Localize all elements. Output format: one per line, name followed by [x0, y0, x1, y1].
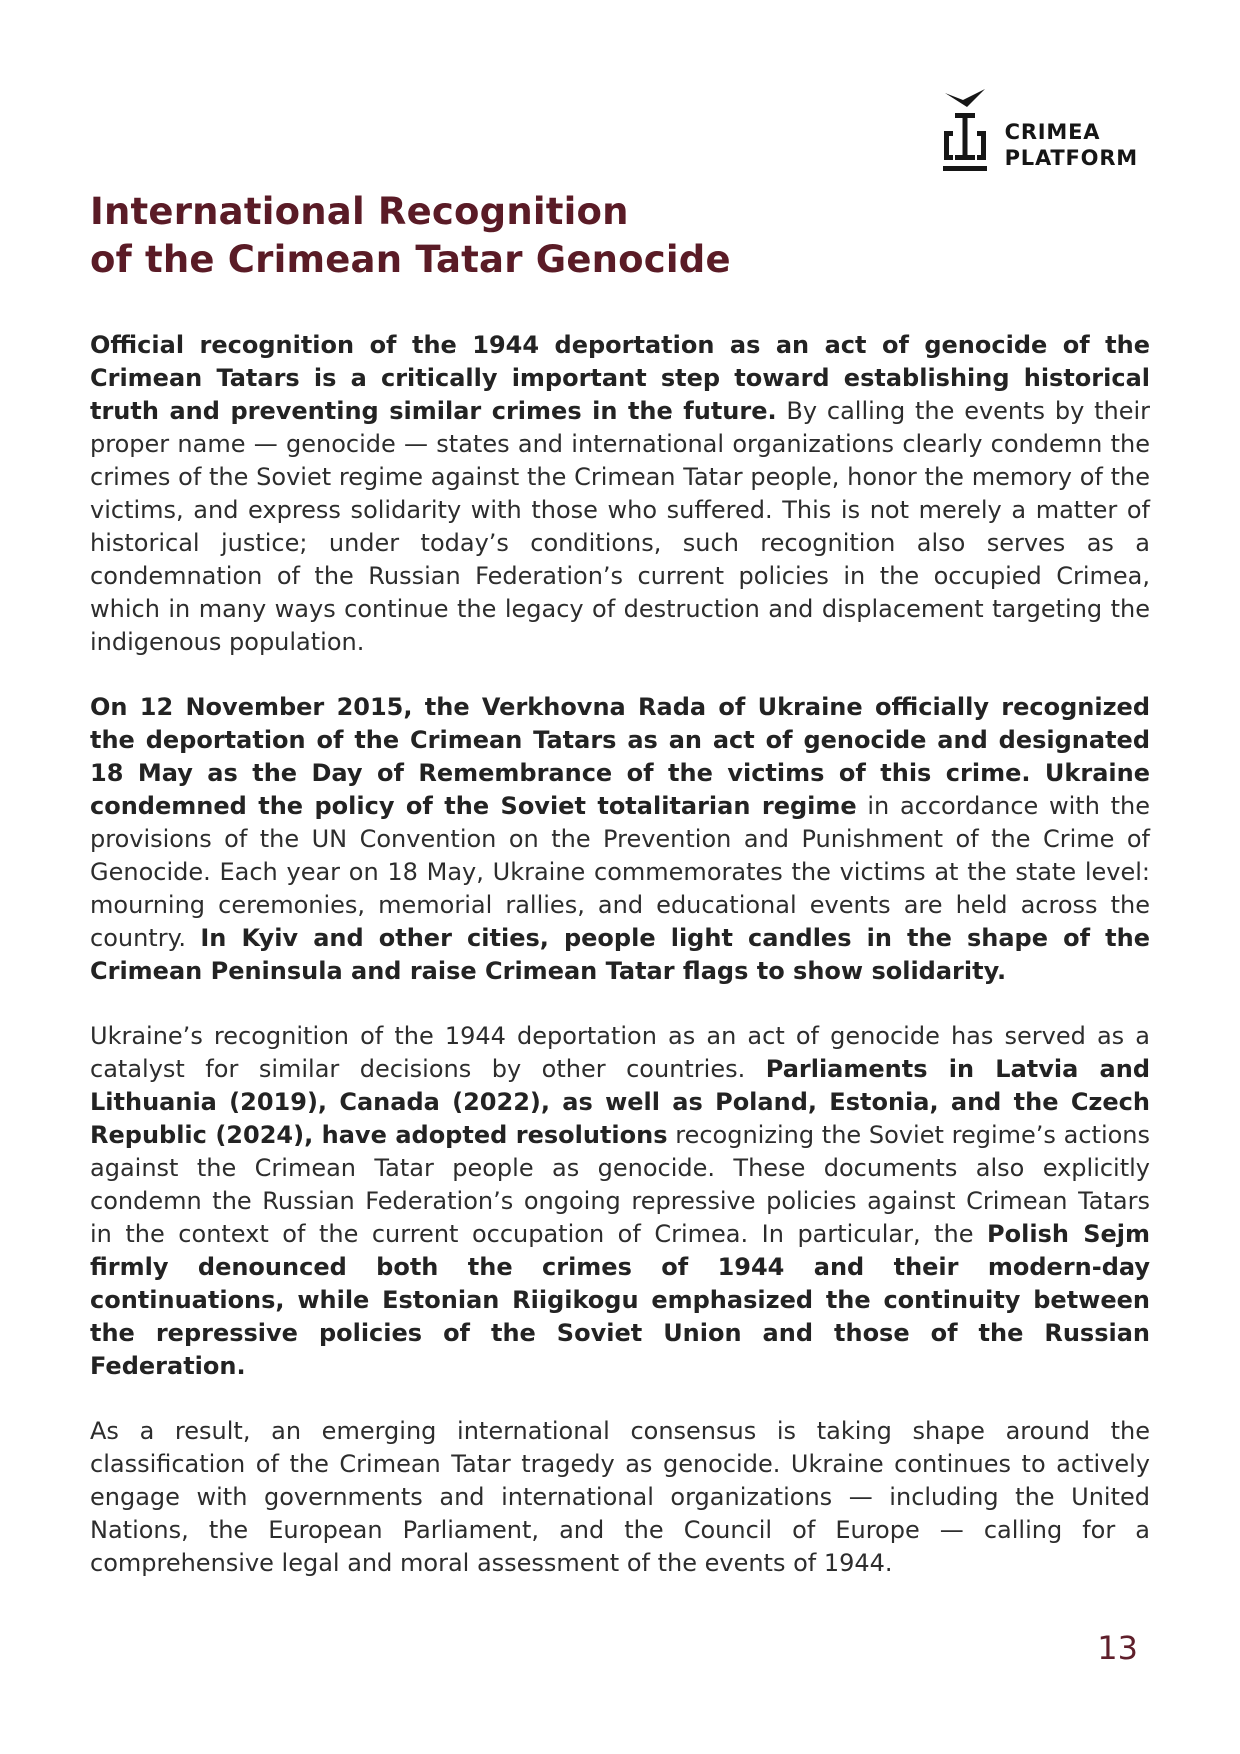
- paragraph-run: As a result, an emerging international consensus is taking shape around the classification of the Crimean Tatar tragedy as genocide. Ukraine continues to actively engage with governments and international organizations — including the United Nations, the European Parliament, and the Council of Europe — calling for a comprehensive legal and moral assessment of the events of 1944.: [90, 1417, 1150, 1577]
- paragraph-run-bold: Parliaments in Latvia and Lithuania (2019), Canada (2022), as well as Poland, Estonia, and the Czech Republic (2024), have adopted resolutions: [90, 1055, 1150, 1149]
- paragraph-run: in accordance with the provisions of the UN Convention on the Prevention and Punishment of the Crime of Genocide. Each year on 18 May, Ukraine commemorates the victims at the state level: mourning ceremonies, memorial rallies, and educational events are held across the country.: [90, 792, 1150, 952]
- paragraph: [90, 691, 1150, 988]
- logo-wordmark-line1: CRIMEA: [1004, 120, 1101, 144]
- paragraph: [90, 329, 1150, 659]
- paragraph-run-bold: On 12 November 2015, the Verkhovna Rada of Ukraine officially recognized the deportation of the Crimean Tatars as an act of genocide and designated 18 May as the Day of Remembrance of the victims of this crime. Ukraine condemned the policy of the Soviet totalitarian regime: [90, 693, 1150, 820]
- paragraph-run-bold: In Kyiv and other cities, people light candles in the shape of the Crimean Peninsula and raise Crimean Tatar flags to show solidarity.: [90, 924, 1150, 985]
- paragraph-run: recognizing the Soviet regime’s actions against the Crimean Tatar people as genocide. These documents also explicitly condemn the Russian Federation’s ongoing repressive policies against Crimean Tatars in the context of the current occupation of Crimea. In particular, the: [90, 1121, 1151, 1248]
- logo-wordmark-line2: PLATFORM: [1004, 146, 1138, 170]
- paragraph-run: Ukraine’s recognition of the 1944 deportation as an act of genocide has served as a catalyst for similar decisions by other countries.: [90, 1022, 1150, 1083]
- paragraph-run: By calling the events by their proper name — genocide — states and international organizations clearly condemn the crimes of the Soviet regime against the Crimean Tatar people, honor the memory of the victims, and express solidarity with those who suffered. This is not merely a matter of historical justice; under today’s conditions, such recognition also serves as a condemnation of the Russian Federation’s current policies in the occupied Crimea, which in many ways continue the legacy of destruction and displacement targeting the indigenous population.: [90, 397, 1150, 656]
- paragraph-run-bold: Polish Sejm firmly denounced both the crimes of 1944 and their modern-day continuations, while Estonian Riigikogu emphasized the continuity between the repressive policies of the Soviet Union and those of the Russian Federation.: [90, 1220, 1150, 1380]
- page-content: [90, 0, 1150, 1580]
- paragraph: [90, 1020, 1150, 1383]
- body-paragraphs: [90, 329, 1150, 1580]
- page-title-line1: International Recognition: [90, 190, 629, 233]
- page-title-line2: of the Crimean Tatar Genocide: [90, 238, 731, 281]
- page-number: 13: [1097, 1629, 1138, 1667]
- paragraph-run-bold: Official recognition of the 1944 deportation as an act of genocide of the Crimean Tatars is a critically important step toward establishing historical truth and preventing similar crimes in the future.: [90, 331, 1150, 425]
- paragraph: [90, 1415, 1150, 1580]
- page-title: [90, 188, 1150, 284]
